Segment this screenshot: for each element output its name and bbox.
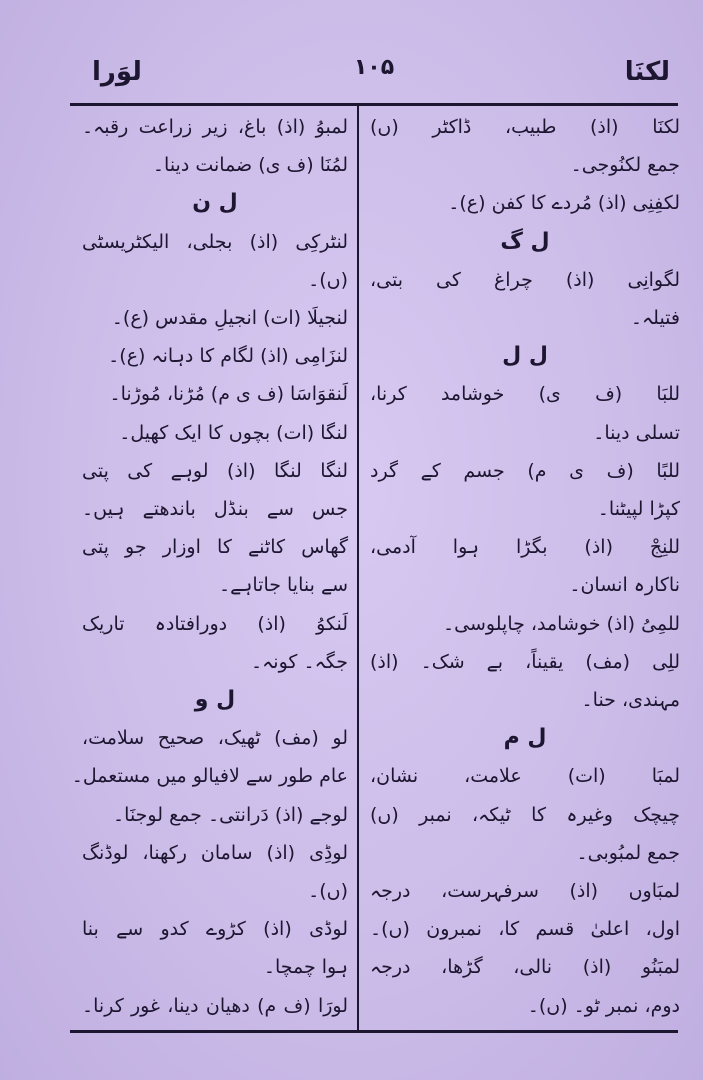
entry-line: لنگا (ات) بچوں کا ایک کھیل۔ [119,421,348,444]
entry-line: لکنَا (اذ) طبیب، ڈاکٹر (ں) [370,116,680,138]
entry-line: لو (مف) ٹھیک، صحیح سلامت، [82,727,348,750]
entry-line: لنگا لنگا (اذ) لوہے کی پتی [82,459,348,482]
entry-line: لکفِنِی (اذ) مُردے کا کفن (ع)۔ [448,192,680,215]
entry-line: کپڑا لپیٹنا۔ [597,498,680,520]
entry-line: للنِجْ (اذ) بگڑا ہوا آدمی، [370,536,680,559]
running-header [70,55,678,103]
entry-line: للِی (مف) یقیناً، بے شک۔ (اذ) [370,650,680,673]
page-number: ١٠۵ [353,55,395,80]
entry-line: عام طور سے لافیالو میں مستعمل۔ [71,765,348,788]
entry-line: لوجے (اذ) دَرانتی۔ جمع لوجنَا۔ [113,803,348,826]
section-heading: ل م [503,725,547,751]
section-heading: ل گ [500,228,550,254]
header-right-word: لکنَا [624,57,670,87]
section-heading: ل ل [502,343,548,369]
entry-line: لمُنَا (ف ی) ضمانت دینا۔ [152,154,348,177]
entry-line: جمع لکنُوجی۔ [570,154,680,177]
entry-line: مہندی، حنا۔ [581,689,680,711]
entry-line: جس سے بنڈل باندھتے ہیں۔ [82,498,348,520]
entry-line: لورَا (ف م) دھیان دینا، غور کرنا۔ [82,994,348,1017]
entry-line: لمبوُ (اذ) باغ، زیر زراعت رقبہ۔ [82,116,348,138]
entry-line: اول، اعلیٰ قسم کا، نمبرون (ں)۔ [370,918,680,941]
entry-line: للبَا (ف ی) خوشامد کرنا، [370,383,680,406]
entry-line: فتیلہ۔ [630,307,680,329]
right-column [370,104,680,1024]
section-heading: ل ن [192,190,238,216]
entry-line: ہوا چمچا۔ [263,956,348,979]
entry-line: لمبَاوں (اذ) سرفہرست، درجہ [370,880,680,902]
entry-line: للبًا (ف ی م) جسم کے گرد [370,459,680,482]
entry-line: لنجیلَا (ات) انجیلِ مقدس (ع)۔ [111,307,348,329]
footer-rule [70,1030,678,1033]
entry-line: لَنکوُ (اذ) دورافتادہ تاریک [82,612,348,635]
left-column [71,104,348,1024]
column-divider [357,106,359,1030]
header-left-word: لوَرا [92,57,142,87]
entry-line: لنزَامِی (اذ) لگام کا دہانہ (ع)۔ [108,345,348,368]
entry-line: لنٹرکِی (اذ) بجلی، الیکٹریسٹی [82,230,348,253]
entry-line: لَنقوَاسَا (ف ی م) مُڑنا، مُوڑنا۔ [109,383,348,406]
entry-line: للمِیُ (اذ) خوشامد، چاپلوسی۔ [443,612,680,635]
entry-line: گھاس کاٹنے کا اوزار جو پتی [82,536,348,559]
entry-line: سے بنایا جاتاہے۔ [218,574,348,597]
entry-line: (ں)۔ [308,268,348,291]
entry-line: ناکارہ انسان۔ [569,574,680,597]
entry-line: دوم، نمبر ٹو۔ (ں)۔ [527,994,680,1017]
entry-line: لمبَنُو (اذ) نالی، گڑھا، درجہ [370,956,680,979]
entry-line: چیچک وغیرہ کا ٹیکہ، نمبر (ں) [370,803,680,826]
entry-line: تسلی دینا۔ [593,421,680,444]
entry-line: لگوانِی (اذ) چراغ کی بتی، [370,268,680,291]
entry-line: لوڈی (اذ) کڑوے کدو سے بنا [82,918,348,941]
entry-line: لوڈِی (اذ) سامان رکھنا، لوڈنگ [82,841,348,864]
entry-line: جگہ۔ کونہ۔ [251,650,348,673]
entry-line: لمبَا (ات) علامت، نشان، [370,765,680,788]
entry-line: جمع لمبُوبی۔ [576,841,680,864]
section-heading: ل و [194,687,236,712]
entry-line: (ں)۔ [308,880,348,902]
